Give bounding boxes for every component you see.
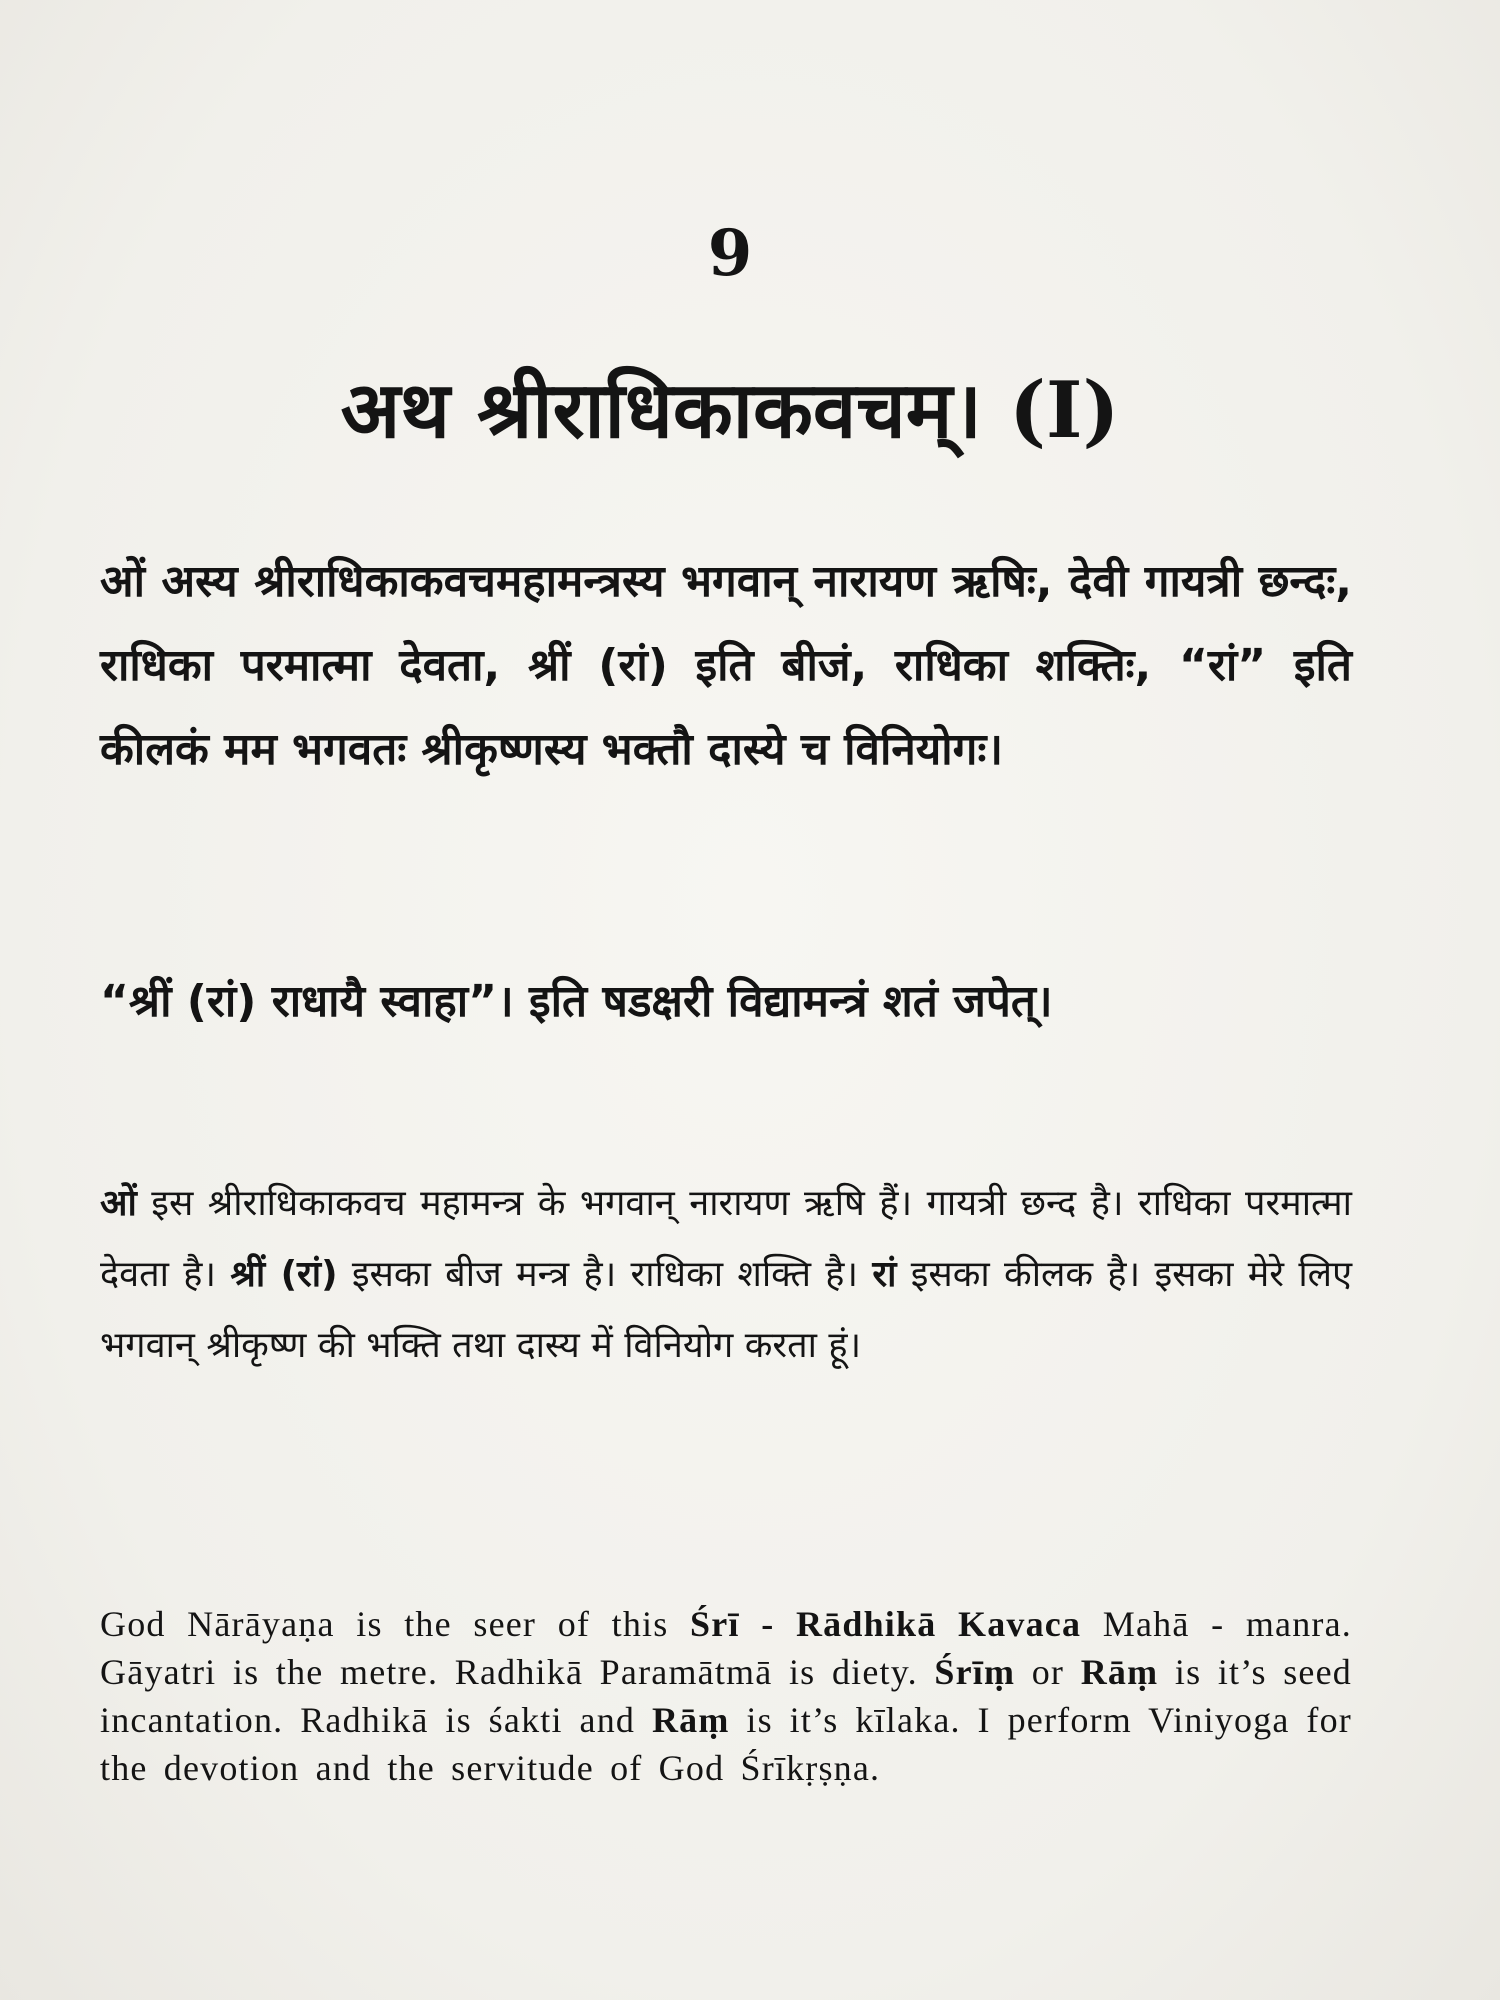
chapter-title-suffix: (I) [1009,365,1120,456]
english-text-4: is it’s seed incantation. Radhikā is śakti and [100,1652,1352,1740]
english-bold-kavaca: Śrī - Rādhikā Kavaca [690,1604,1082,1644]
english-text-5: is it’s kīlaka. I perform Viniyoga for the devotion and the servitude of God Śrīkṛṣṇa. [100,1700,1352,1788]
english-text-2: Mahā - manra. Gāyatri is the metre. Radhikā Paramātmā is diety. [100,1604,1352,1692]
english-text-1: God Nārāyaṇa is the seer of this [100,1604,691,1644]
chapter-number: 9 [707,216,753,291]
english-bold-ram-1: Rāṃ [1080,1652,1159,1692]
hindi-bold-om: ओं [100,1183,137,1224]
bleed-through-text [560,60,1160,90]
hindi-translation-paragraph [100,1168,1352,1381]
english-translation-paragraph [100,1600,1352,1792]
chapter-title [0,365,1460,456]
english-bold-srim: Śrīṃ [934,1652,1016,1692]
hindi-text-2: इसका बीज मन्त्र है। राधिका शक्ति है। [337,1254,873,1295]
sanskrit-mantra-paragraph: “श्रीं (रां) राधायै स्वाहा”। इति षडक्षरी विद्यामन्त्रं शतं जपेत्। [100,976,1053,1027]
hindi-text-3: इसका कीलक है। इसका मेरे लिए भगवान् श्रीकृष्ण की भक्ति तथा दास्य में विनियोग करता हूं। [100,1254,1352,1366]
english-text-3: or [1015,1652,1081,1692]
chapter-title-devanagari: अथ श्रीराधिकाकवचम्। [340,366,982,456]
sanskrit-viniyoga-paragraph: ओं अस्य श्रीराधिकाकवचमहामन्त्रस्य भगवान् नारायण ऋषिः, देवी गायत्री छन्दः, राधिका परमात्मा देवता, श्रीं (रां) इति बीजं, राधिका शक्तिः, “रां” इति कीलकं मम भगवतः श्रीकृष्णस्य भक्तौ दास्ये च विनियोगः। [100,556,1352,775]
english-bold-ram-2: Rāṃ [651,1700,730,1740]
hindi-bold-kilaka: रां [872,1254,897,1295]
hindi-text-1: इस श्रीराधिकाकवच महामन्त्र के भगवान् नारायण ऋषि हैं। गायत्री छन्द है। राधिका परमात्मा देवता है। [100,1183,1352,1295]
hindi-bold-bija: श्रीं (रां) [230,1254,338,1295]
